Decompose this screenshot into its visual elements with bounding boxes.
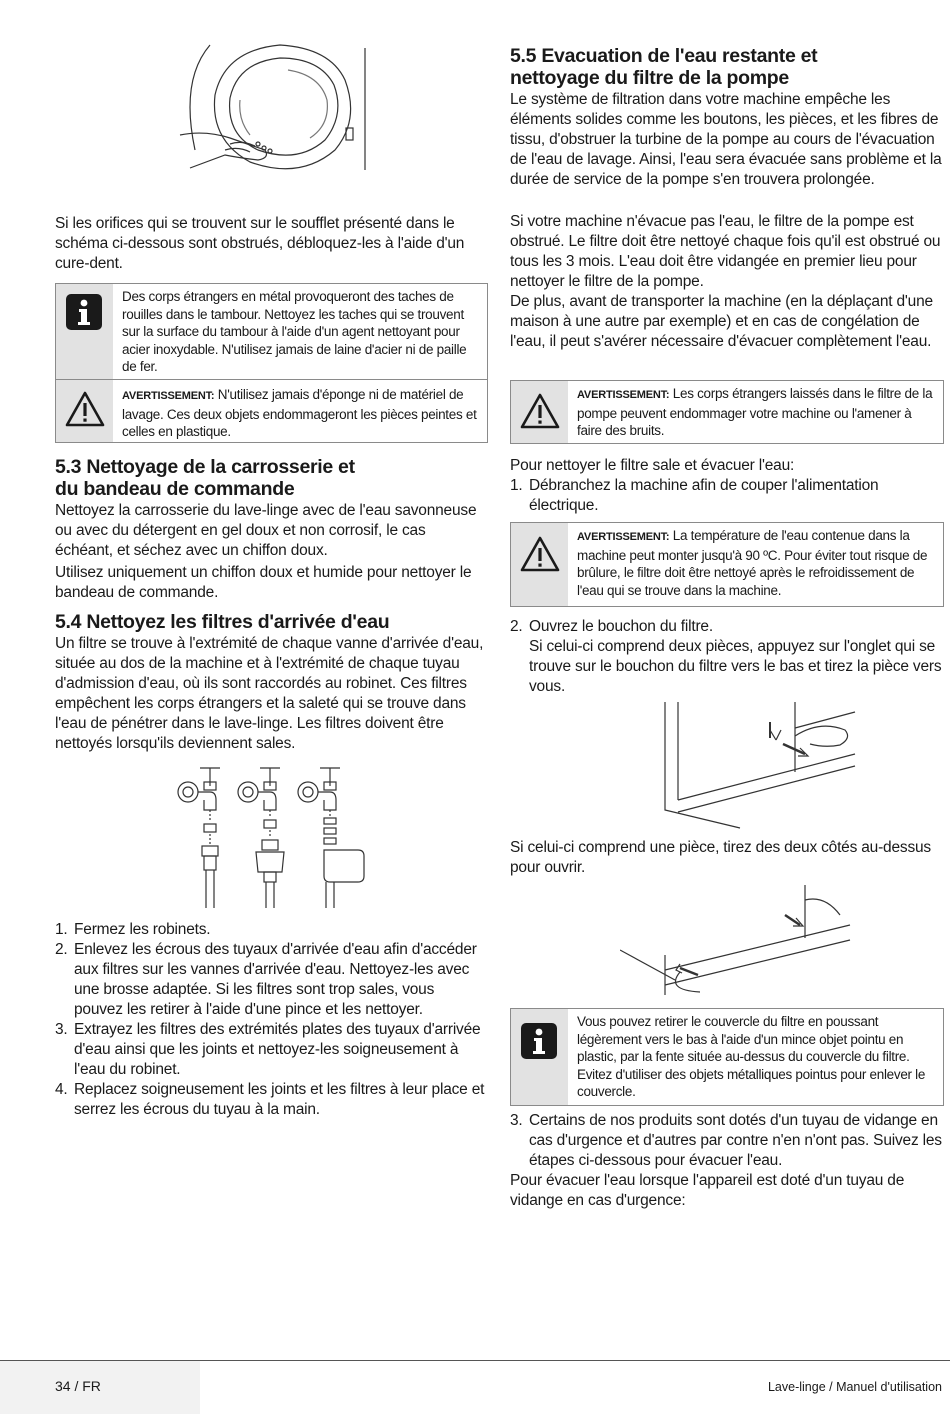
info-icon-cell xyxy=(56,284,113,379)
step-number: 1. xyxy=(55,921,68,938)
warning-box-pump xyxy=(510,380,944,444)
step-subtext: Si celui-ci comprend deux pièces, appuyez sur l'onglet qui se trouve sur le bouchon du filtre vers le bas et tirez la pièce vers vous. xyxy=(529,638,942,695)
section-5-4-para1: Un filtre se trouve à l'extrémité de chaque vanne d'arrivée d'eau, située au dos de la machine et à l'extrémité de chaque tuyau d'admission d'eau, où ils sont raccordés au robinet. Ces filtres empêchent les corps étrangers et la saleté qui se trouve dans l'eau de pénétrer dans le lave-linge. Les filtres doivent être nettoyés lorsqu'ils deviennent sales. xyxy=(55,635,484,752)
section-5-3-para1: Nettoyez la carrosserie du lave-linge avec de l'eau savonneuse ou avec du détergent en gel doux et non corrosif, le cas échéant, et séchez avec un chiffon doux. xyxy=(55,502,477,559)
inlet-filter-steps xyxy=(55,920,487,1120)
warning-label: AVERTISSEMENT: xyxy=(577,531,670,543)
step-number: 2. xyxy=(55,941,68,958)
step-text: Replacez soigneusement les joints et les filtres à leur place et serrez les écrous du tuyau à la main. xyxy=(74,1081,485,1118)
warning-text: Les corps étrangers laissés dans le filtre de la pompe peuvent endommager votre machine ou l'amener à faire des bruits. xyxy=(577,386,933,438)
section-5-3-para2: Utilisez uniquement un chiffon doux et humide pour nettoyer le bandeau de commande. xyxy=(55,564,472,601)
filter-cap-one-piece-illustration xyxy=(620,880,860,1000)
warning-text: N'utilisez jamais d'éponge ni de matériel de lavage. Ces deux objets endommageront les pièces peintes et celles en plastique. xyxy=(122,387,477,439)
section-5-5-para1: Le système de filtration dans votre machine empêche les éléments solides comme les boutons, les pièces, et les fibres de tissu, d'obstruer la turbine de la pompe au cours de l'évacuation de l'eau de lavage. Ainsi, l'eau sera évacuée sans problème et la durée de service de la pompe s'en trouvera prolongée. xyxy=(510,91,942,188)
warning-icon-cell xyxy=(511,523,568,606)
warning-box-temperature xyxy=(510,522,944,607)
section-5-5-title-line1: 5.5 Evacuation de l'eau restante et xyxy=(510,45,818,67)
warning-text-block xyxy=(122,386,481,441)
warning-label: AVERTISSEMENT: xyxy=(577,389,670,401)
info-text: Vous pouvez retirer le couvercle du filtre en poussant légèrement vers le bas à l'aide d'un mince objet pointu en plastic, par la fente située au-dessus du couvercle du filtre. Evitez d'utiliser des objets métalliques pointus pour enlever le couvercle. xyxy=(577,1014,926,1099)
step-number: 3. xyxy=(55,1021,68,1038)
step-text: Débranchez la machine afin de couper l'alimentation électrique. xyxy=(529,477,879,514)
step-text: Enlevez les écrous des tuyaux d'arrivée d'eau afin d'accéder aux filtres sur les vannes d'arrivée d'eau. Nettoyez-les avec une brosse adaptée. Si les filtres sont trop sales, vous pouvez les retirer à l'aide d'une pince et les nettoyer. xyxy=(74,941,477,1018)
info-warning-box xyxy=(55,283,488,443)
list-item xyxy=(55,920,487,940)
section-5-4-title: 5.4 Nettoyez les filtres d'arrivée d'eau xyxy=(55,611,390,633)
warning-icon xyxy=(64,390,106,428)
gasket-intro-text: Si les orifices qui se trouvent sur le soufflet présenté dans le schéma ci-dessous sont obstrués, débloquez-les à l'aide d'un cure-dent. xyxy=(55,215,465,272)
info-box-filter-cover xyxy=(510,1008,944,1106)
door-gasket-illustration xyxy=(170,40,380,180)
section-5-3-title xyxy=(55,456,487,500)
list-item xyxy=(55,1080,487,1120)
pump-step-1 xyxy=(510,476,944,516)
clean-filter-intro: Pour nettoyer le filtre sale et évacuer l'eau: xyxy=(510,457,795,474)
warning-icon-cell xyxy=(56,380,113,442)
section-5-5-para2: Si votre machine n'évacue pas l'eau, le filtre de la pompe est obstrué. Le filtre doit être nettoyé chaque fois qu'il est obstrué ou tous les 3 mois. L'eau doit être vidangée en premier lieu pour nettoyer le filtre de la pompe. xyxy=(510,213,941,290)
info-icon-cell xyxy=(511,1009,568,1105)
list-item xyxy=(510,476,944,516)
info-icon xyxy=(519,1021,559,1061)
warning-icon xyxy=(519,392,561,430)
step-text: Fermez les robinets. xyxy=(74,921,211,938)
section-5-3-title-line2: du bandeau de commande xyxy=(55,478,295,500)
warning-icon-cell xyxy=(511,381,568,443)
list-item xyxy=(55,940,487,1020)
emergency-drain-text: Pour évacuer l'eau lorsque l'appareil est doté d'un tuyau de vidange en cas d'urgence: xyxy=(510,1172,905,1209)
filter-cap-two-piece-illustration xyxy=(620,700,860,830)
list-item xyxy=(55,1020,487,1080)
step-text: Ouvrez le bouchon du filtre. xyxy=(529,618,713,635)
section-5-3-title-line1: 5.3 Nettoyage de la carrosserie et xyxy=(55,456,355,478)
section-5-5-title-line2: nettoyage du filtre de la pompe xyxy=(510,67,789,89)
inlet-filters-illustration xyxy=(170,760,380,910)
warning-text: La température de l'eau contenue dans la machine peut monter jusqu'à 90 ºC. Pour éviter tout risque de brûlure, le filtre doit être nettoyé après le refroidissement de l'eau qui se trouve dans la machine. xyxy=(577,528,928,598)
warning-text-block xyxy=(577,527,937,599)
info-icon xyxy=(64,292,104,332)
info-note-text: Des corps étrangers en métal provoqueront des taches de rouilles dans le tambour. Nettoyez les taches qui se trouvent sur la surface du tambour à l'aide d'un agent nettoyant pour acier inoxydable. N'utilisez jamais de laine d'acier ni de paille de fer. xyxy=(122,289,467,374)
section-5-5-title xyxy=(510,45,944,89)
warning-label: AVERTISSEMENT: xyxy=(122,390,215,402)
pump-step-2 xyxy=(510,617,944,697)
list-item xyxy=(510,617,944,697)
pump-step-3 xyxy=(510,1111,944,1171)
warning-icon xyxy=(519,535,561,573)
box-divider xyxy=(56,379,487,380)
step-text: Certains de nos produits sont dotés d'un tuyau de vidange en cas d'urgence et d'autres par contre n'en n'ont pas. Suivez les étapes ci-dessous pour évacuer l'eau. xyxy=(529,1112,942,1169)
step-text: Extrayez les filtres des extrémités plates des tuyaux d'arrivée d'eau ainsi que les joints et nettoyez-les soigneusement à l'eau du robinet. xyxy=(74,1021,481,1078)
step-number: 4. xyxy=(55,1081,68,1098)
manual-title: Lave-linge / Manuel d'utilisation xyxy=(767,1380,942,1394)
step-number: 2. xyxy=(510,618,523,635)
list-item xyxy=(510,1111,944,1171)
step-number: 1. xyxy=(510,477,523,494)
one-piece-text: Si celui-ci comprend une pièce, tirez des deux côtés au-dessus pour ouvrir. xyxy=(510,839,931,876)
warning-text-block xyxy=(577,385,937,440)
page-number: 34 / FR xyxy=(55,1378,101,1394)
section-5-5-para3: De plus, avant de transporter la machine (en la déplaçant d'une maison à une autre par exemple) et en cas de congélation de l'eau, il peut s'avérer nécessaire d'évacuer complètement l'eau. xyxy=(510,293,933,350)
step-number: 3. xyxy=(510,1112,523,1129)
